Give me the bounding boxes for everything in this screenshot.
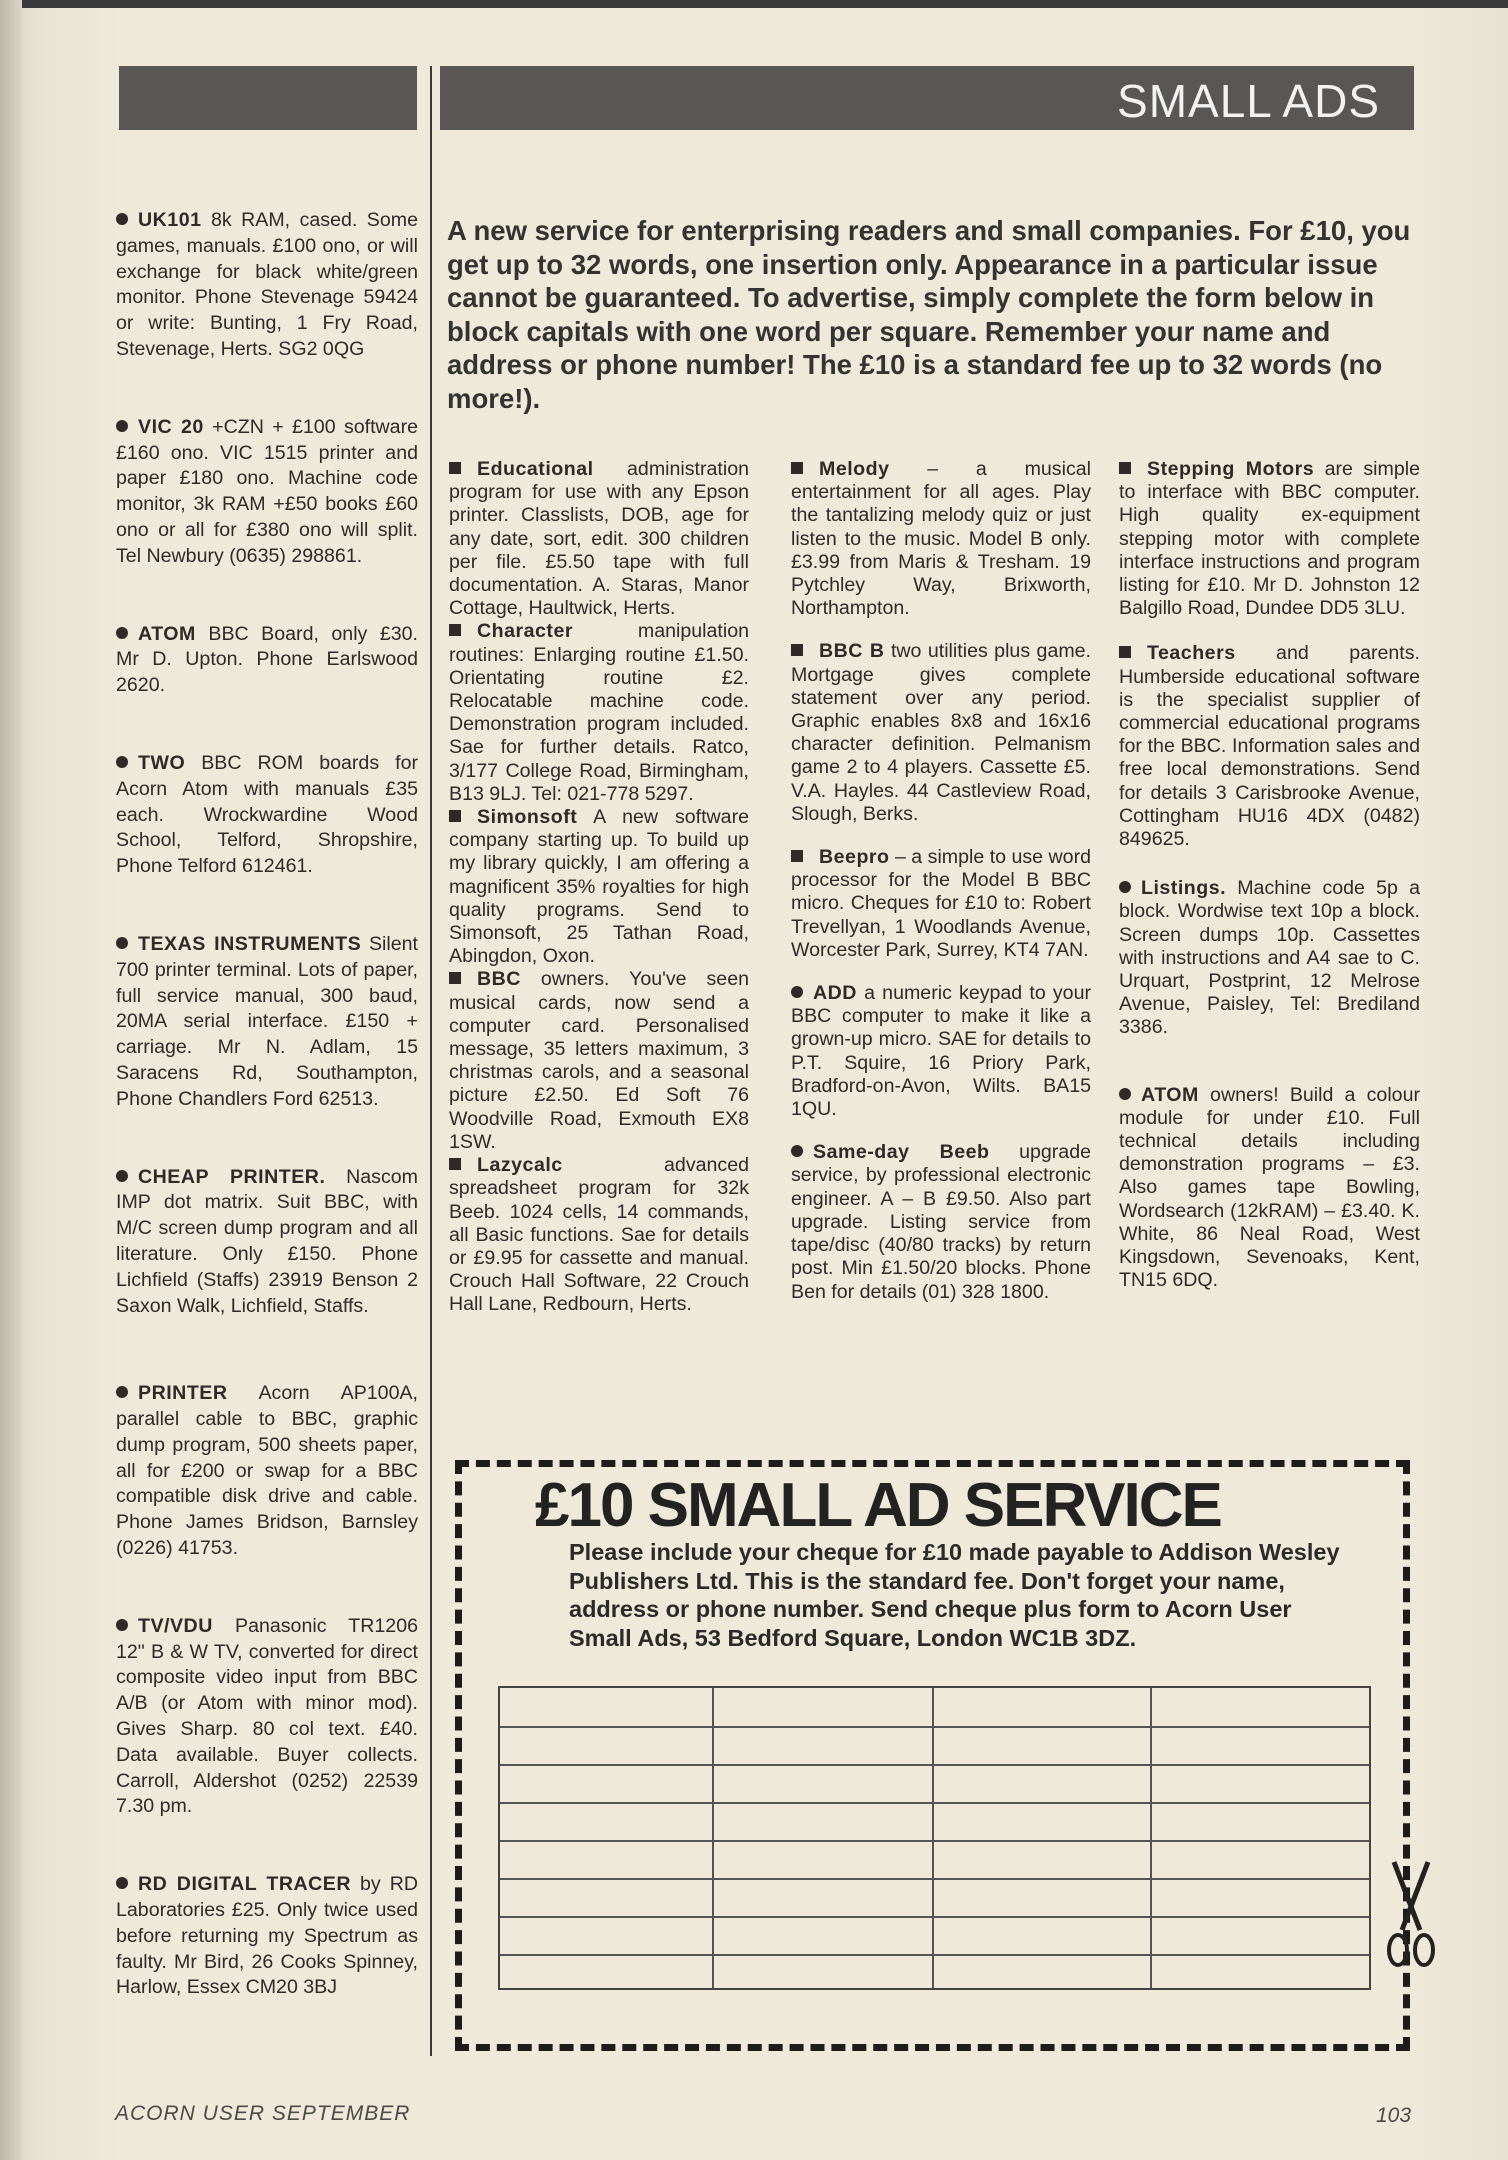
section-header-bar <box>440 66 1414 130</box>
classified-ad <box>791 458 1091 620</box>
ad-text: Silent 700 printer terminal. Lots of paper, full service manual, 300 baud, 20MA serial interface. £150 + carriage. Mr N. Adlam, 15 Saracens Rd, Southampton, Phone Chandlers Ford 62513. <box>116 932 418 1110</box>
ad-keyword: TWO <box>138 751 186 774</box>
grid-row-line <box>500 1726 1369 1728</box>
classified-ad <box>449 620 749 806</box>
classified-ad <box>116 1165 418 1320</box>
grid-column-line <box>1150 1688 1152 1988</box>
ad-text: upgrade service, by professional electronic engineer. A – B £9.50. Also part upgrade. Listing service from tape/disc (40/80 tracks) by return post. Min £1.50/20 blocks. Phone Ben for details (01) 328 1800. <box>791 1141 1091 1303</box>
classified-ad <box>791 1141 1091 1303</box>
bullet-icon <box>791 1145 803 1157</box>
ad-keyword: BBC B <box>819 640 885 663</box>
ad-keyword: TV/VDU <box>138 1614 213 1637</box>
bullet-icon <box>116 756 128 768</box>
ad-keyword: Educational <box>477 458 594 480</box>
grid-row-line <box>500 1802 1369 1804</box>
ad-keyword: Listings. <box>1141 877 1227 900</box>
bullet-icon <box>116 1170 128 1182</box>
grid-row-line <box>500 1764 1369 1766</box>
magazine-footer: ACORN USER SEPTEMBER <box>115 2102 411 2125</box>
section-title: SMALL ADS <box>1117 75 1380 127</box>
ad-text: by RD Laboratories £25. Only twice used before returning my Spectrum as faulty. Mr Bird, 26 Cooks Spinney, Harlow, Essex CM20 3BJ <box>116 1873 418 1999</box>
ads-column-3 <box>1119 458 1420 1293</box>
ad-text: manipulation routines: Enlarging routine £1.50. Orientating routine £2. Relocatable machine code. Demonstration program included. Sae for further details. Ratco, 3/177 College Road, Birmingham, B13 9LJ. Tel: 021-778 5297. <box>449 620 749 805</box>
classified-ad <box>116 751 418 880</box>
ad-keyword: Stepping Motors <box>1147 458 1315 480</box>
bullet-icon <box>791 644 803 656</box>
ad-text: 8k RAM, cased. Some games, manuals. £100 ono, or will exchange for black white/green monitor. Phone Stevenage 59424 or write: Bunting, 1 Fry Road, Stevenage, Herts. SG2 0QG <box>116 209 418 360</box>
ads-column-2 <box>791 458 1091 1304</box>
ad-keyword: ATOM <box>1141 1083 1199 1106</box>
classified-ad <box>449 806 749 968</box>
intro-text: A new service for enterprising readers and small companies. For £10, you get up to 32 words, one insertion only. Appearance in a particular issue cannot be guaranteed. To advertise, simply complete the form below in block capitals with one word per square. Remember your name and address or phone number! The £10 is a standard fee up to 32 words (no more!). <box>447 215 1411 414</box>
ad-text: administration program for use with any Epson printer. Classlists, DOB, age for any date, sort, edit. 300 children per file. £5.50 tape with full documentation. A. Staras, Manor Cottage, Haultwick, Herts. <box>449 458 749 620</box>
ad-keyword: BBC <box>477 968 521 991</box>
bullet-icon <box>116 1386 128 1398</box>
bullet-icon <box>116 1619 128 1631</box>
ad-text: Nascom IMP dot matrix. Suit BBC, with M/C screen dump program and all literature. Only £150. Phone Lichfield (Staffs) 23919 Benson 2 Saxon Walk, Lichfield, Staffs. <box>116 1165 418 1317</box>
ads-column-1 <box>449 458 749 1317</box>
ad-text: – a musical entertainment for all ages. Play the tantalizing melody quiz or just listen to the music. Model B only. £3.99 from Maris & Tresham. 19 Pytchley Way, Brixworth, Northampton. <box>791 458 1091 620</box>
classified-ad <box>791 846 1091 962</box>
ad-keyword: VIC 20 <box>138 415 204 438</box>
ad-keyword: Melody <box>819 458 890 480</box>
ad-text: two utilities plus game. Mortgage gives complete statement over any period. Graphic enables 8x8 and 16x16 character definition. Pelmanism game 2 to 4 players. Cassette £5. V.A. Hayles. 44 Castleview Road, Slough, Berks. <box>791 640 1092 825</box>
left-header-bar <box>119 66 417 130</box>
bullet-icon <box>791 986 803 998</box>
grid-row-line <box>500 1916 1369 1918</box>
bullet-icon <box>1119 1088 1131 1100</box>
bullet-icon <box>449 972 461 984</box>
classified-ad <box>791 982 1091 1121</box>
form-title: £10 SMALL AD SERVICE <box>535 1471 1221 1540</box>
bullet-icon <box>116 937 128 949</box>
grid-column-line <box>932 1688 934 1988</box>
ad-keyword: UK101 <box>138 209 202 231</box>
page-spine <box>0 0 22 2160</box>
bullet-icon <box>449 810 461 822</box>
ad-keyword: Lazycalc <box>477 1154 563 1177</box>
ad-keyword: TEXAS INSTRUMENTS <box>138 932 362 955</box>
bullet-icon <box>791 462 803 474</box>
ad-text: Panasonic TR1206 12" B & W TV, converted for direct composite video input from BBC A/B (or Atom with minor mod). Gives Sharp. 80 col text. £40. Data available. Buyer collects. Carroll, Aldershot (0252) 22539 7.30 pm. <box>116 1614 418 1818</box>
ad-text: A new software company starting up. To build up my library quickly, I am offering a magnificent 35% royalties for high quality programs. Send to Simonsoft, 25 Tathan Road, Abingdon, Oxon. <box>449 806 749 968</box>
classified-ad <box>791 640 1091 826</box>
scissors-icon <box>1384 1860 1438 1970</box>
classified-ad <box>116 208 418 363</box>
ad-keyword: ADD <box>813 982 857 1005</box>
classified-ad <box>116 1381 418 1562</box>
top-edge <box>0 0 1508 8</box>
ad-text: BBC Board, only £30. Mr D. Upton. Phone Earlswood 2620. <box>116 622 418 697</box>
grid-column-line <box>712 1688 714 1988</box>
ad-keyword: CHEAP PRINTER. <box>138 1165 326 1188</box>
grid-row-line <box>500 1840 1369 1842</box>
bullet-icon <box>449 624 461 636</box>
bullet-icon <box>116 213 128 225</box>
ad-keyword: RD DIGITAL TRACER <box>138 1873 351 1896</box>
page-number: 103 <box>1376 2104 1412 2127</box>
ad-keyword: Same-day Beeb <box>813 1141 990 1164</box>
ad-text: – a simple to use word processor for the Model B BBC micro. Cheques for £10 to: Robert Trevellyan, 1 Woodlands Avenue, Worcester Park, Surrey, KT4 7AN. <box>791 846 1091 961</box>
ad-text: +CZN + £100 software £160 ono. VIC 1515 printer and paper £180 ono. Machine code monitor, 3k RAM +£50 books £60 ono or all for £380 ono will split. Tel Newbury (0635) 298861. <box>116 415 418 567</box>
classified-ad <box>449 968 749 1154</box>
classified-ad <box>116 622 418 699</box>
bullet-icon <box>116 420 128 432</box>
grid-row-line <box>500 1878 1369 1880</box>
ad-text: a numeric keypad to your BBC computer to make it like a grown-up micro. SAE for details to P.T. Squire, 16 Priory Park, Bradford-on-Avon, Wilts. BA15 1QU. <box>791 982 1091 1121</box>
classified-ad <box>116 932 418 1113</box>
ad-keyword: ATOM <box>138 622 196 645</box>
classified-ad <box>449 1154 749 1316</box>
ad-keyword: Beepro <box>819 846 890 869</box>
bullet-icon <box>1119 881 1131 893</box>
bullet-icon <box>449 1158 461 1170</box>
ad-keyword: Character <box>477 620 573 643</box>
ad-text: Acorn AP100A, parallel cable to BBC, graphic dump program, 500 sheets paper, all for £200 or swap for a BBC compatible disk drive and cable. Phone James Bridson, Barnsley (0226) 41753. <box>116 1382 418 1560</box>
classified-ad <box>1119 642 1420 851</box>
ad-text: Machine code 5p a block. Wordwise text 10p a block. Screen dumps 10p. Cassettes with instructions and A4 sae to C. Urquart, Postprint, 12 Melrose Avenue, Paisley, Tel: Brediland 3386. <box>1119 877 1420 1039</box>
classified-ad <box>116 1872 418 2001</box>
classified-ad <box>116 415 418 570</box>
ad-text: owners! Build a colour module for under £10. Full technical details including demonstration programs – £3. Also games tape Bowling, Wordsearch (12kRAM) – £3.40. K. White, 86 Neal Road, West Kingsdown, Sevenoaks, Kent, TN15 6DQ. <box>1119 1083 1420 1292</box>
left-classifieds-column <box>116 208 418 2001</box>
classified-ad <box>1119 1084 1420 1293</box>
ad-text: advanced spreadsheet program for 32k Beeb. 1024 cells, 14 commands, all Basic functions. Sae for details or £9.95 for cassette and manual. Crouch Hall Software, 22 Crouch Hall Lane, Redbourn, Herts. <box>449 1154 749 1316</box>
form-instructions: Please include your cheque for £10 made payable to Addison Wesley Publishers Ltd. This is the standard fee. Don't forget your name, address or phone number. Send cheque plus form to Acorn User Small Ads, 53 Bedford Square, London WC1B 3DZ. <box>569 1539 1340 1651</box>
grid-row-line <box>500 1954 1369 1956</box>
ad-text: BBC ROM boards for Acorn Atom with manuals £35 each. Wrockwardine Wood School, Telford, Shropshire, Phone Telford 612461. <box>116 751 418 878</box>
ad-keyword: PRINTER <box>138 1382 228 1405</box>
bullet-icon <box>116 627 128 639</box>
bullet-icon <box>449 462 461 474</box>
ad-text: owners. You've seen musical cards, now send a computer card. Personalised message, 35 letters maximum, 3 christmas carols, and a seasonal picture £2.50. Ed Soft 76 Woodville Road, Exmouth EX8 1SW. <box>449 968 749 1153</box>
bullet-icon <box>116 1877 128 1889</box>
bullet-icon <box>791 850 803 862</box>
classified-ad <box>116 1614 418 1820</box>
classified-ad <box>1119 877 1420 1039</box>
ad-text: and parents. Humberside educational software is the specialist supplier of commercial educational programs for the BBC. Information sales and free local demonstrations. Send for details 3 Carisbrooke Avenue, Cottingham HU16 4DX (0482) 849625. <box>1119 642 1420 851</box>
ad-text: are simple to interface with BBC computer. High quality ex-equipment stepping motor with complete interface instructions and program listing for £10. Mr D. Johnston 12 Balgillo Road, Dundee DD5 3LU. <box>1119 458 1421 620</box>
ad-keyword: Teachers <box>1147 642 1236 665</box>
ad-keyword: Simonsoft <box>477 806 578 829</box>
word-entry-grid[interactable] <box>498 1686 1371 1990</box>
column-divider <box>430 66 432 2056</box>
bullet-icon <box>1119 646 1131 658</box>
bullet-icon <box>1119 462 1131 474</box>
classified-ad <box>449 458 749 620</box>
classified-ad <box>1119 458 1420 620</box>
